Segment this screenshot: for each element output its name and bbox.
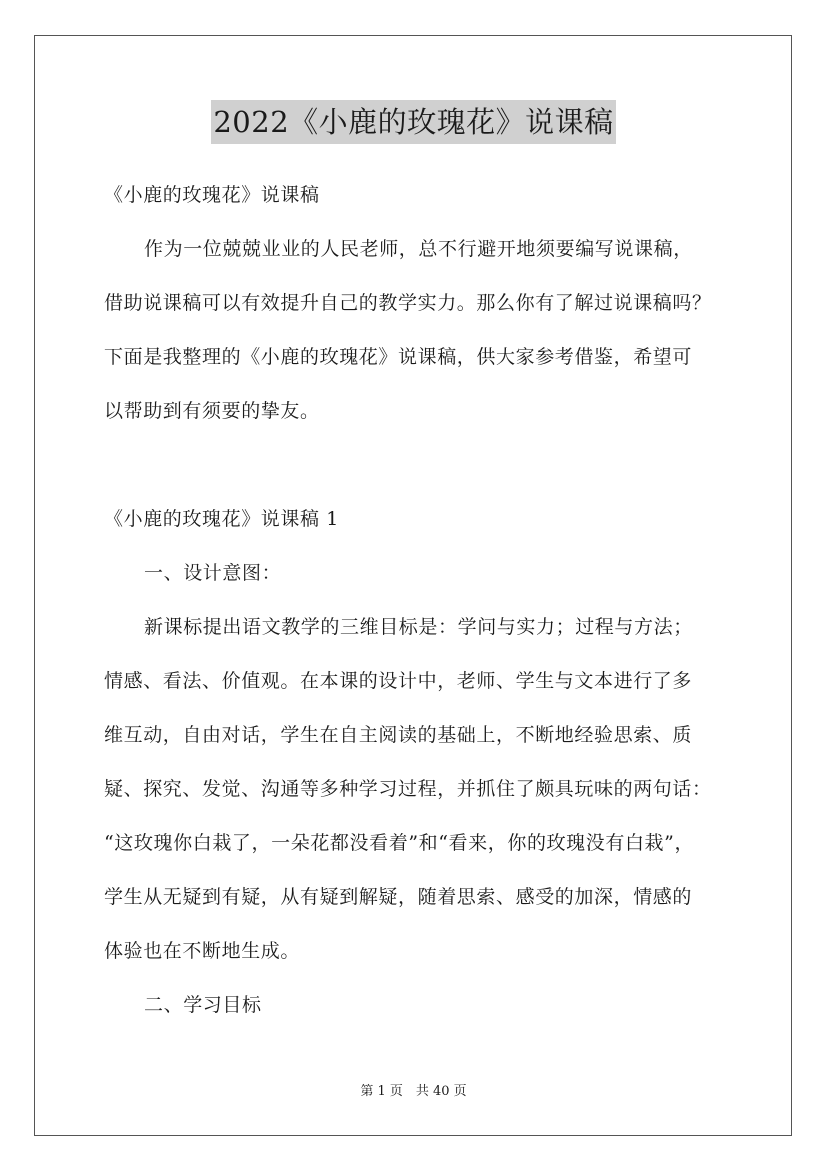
paragraph-line: 疑、探究、发觉、沟通等多种学习过程，并抓住了颇具玩味的两句话： xyxy=(104,778,712,800)
paragraph-line: 下面是我整理的《小鹿的玫瑰花》说课稿，供大家参考借鉴，希望可 xyxy=(104,346,693,368)
paragraph-line: 借助说课稿可以有效提升自己的教学实力。那么你有了解过说课稿吗？ xyxy=(104,292,712,314)
paragraph-line: 维互动，自由对话，学生在自主阅读的基础上，不断地经验思索、质 xyxy=(104,724,693,746)
paragraph-line: 情感、看法、价值观。在本课的设计中，老师、学生与文本进行了多 xyxy=(104,670,693,692)
paragraph-line: “这玫瑰你白栽了，一朵花都没看着”和“看来，你的玫瑰没有白栽”， xyxy=(104,832,695,854)
paragraph-line: 新课标提出语文教学的三维目标是：学问与实力；过程与方法； xyxy=(144,616,693,638)
paragraph-line: 以帮助到有须要的挚友。 xyxy=(104,400,320,422)
subsection-heading: 一、设计意图： xyxy=(144,562,282,584)
section-heading: 《小鹿的玫瑰花》说课稿 1 xyxy=(104,508,339,530)
document-title: 2022《小鹿的玫瑰花》说课稿 xyxy=(211,100,615,144)
subsection-heading: 二、学习目标 xyxy=(144,994,262,1016)
paragraph-line: 体验也在不断地生成。 xyxy=(104,940,301,962)
paragraph-line: 作为一位兢兢业业的人民老师，总不行避开地须要编写说课稿， xyxy=(144,238,693,260)
subtitle-line: 《小鹿的玫瑰花》说课稿 xyxy=(104,184,320,206)
document-title-block xyxy=(0,100,827,144)
page-footer: 第 1 页 共 40 页 xyxy=(360,1084,467,1099)
paragraph-line: 学生从无疑到有疑，从有疑到解疑，随着思索、感受的加深，情感的 xyxy=(104,886,693,908)
